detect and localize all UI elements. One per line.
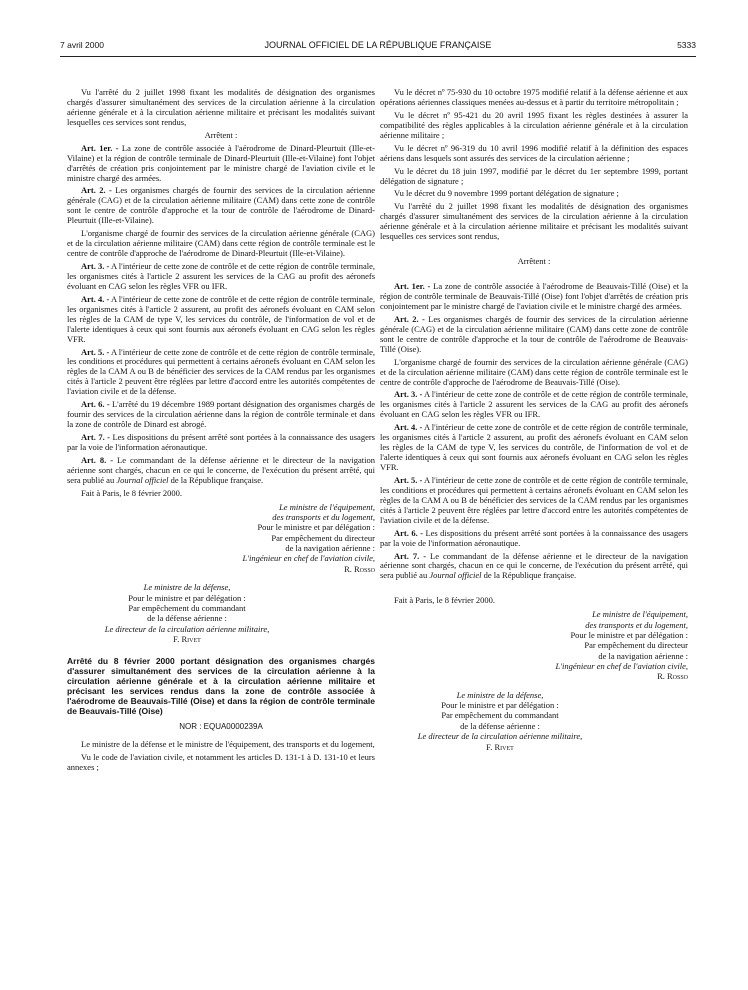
article-label: Art. 4. - xyxy=(394,422,423,433)
vu-paragraph: Vu le décret nº 95-421 du 20 avril 1995 fixant les règles destinées à assurer la compatibilité des règles applicables à la circulation aérienne générale et à la circulation aérienne militaire ; xyxy=(380,109,688,140)
article-label: Art. 3. - xyxy=(394,389,423,400)
done-at-paris: Fait à Paris, le 8 février 2000. xyxy=(394,595,496,606)
article-text: La zone de contrôle associée à l'aérodrome de Dinard-Pleurtuit (Ille-et-Vilaine) et la région de contrôle terminale de Dinard-Pleurtuit (Ille-et-Vilaine) font l'objet d'arrêtés de création pris conjointement par le ministre chargé de l'aviation civile et le ministre chargé des armées. xyxy=(67,142,375,183)
article-text: Le commandant de la défense aérienne et le directeur de la navigation aérienne sont chargés, chacun en ce qui le concerne, de l'exécution du présent arrêté, qui sera publié au xyxy=(380,550,689,581)
signature-line: Le ministre de l'équipement, xyxy=(279,501,375,512)
article-7 xyxy=(380,552,688,582)
article-text: Le commandant de la défense aérienne et le directeur de la navigation aérienne sont chargés, chacun en ce qui le concerne, de l'exécution du présent arrêté, qui sera publié au xyxy=(67,454,376,485)
signature-equipement xyxy=(67,502,375,575)
article-8 xyxy=(67,456,375,486)
arretent-label: Arrêtent : xyxy=(517,256,551,267)
signature-line: de la navigation aérienne : xyxy=(598,650,688,661)
article-5 xyxy=(67,348,375,398)
vu-paragraph: Vu le décret du 18 juin 1997, modifié par le décret du 1er septembre 1999, portant délégation de signature ; xyxy=(380,165,688,186)
article-text-end: de la République française. xyxy=(170,474,264,485)
article-text: L'arrêté du 19 décembre 1989 portant désignation des organismes chargés de fournir des services de la circulation aérienne dans la région de contrôle terminale et dans la zone de contrôle de Dinard est abrogé. xyxy=(67,399,375,430)
article-label: Art. 5. - xyxy=(394,474,423,485)
article-label: Art. 7. - xyxy=(81,432,110,442)
signature-defense xyxy=(67,582,307,644)
article-2 xyxy=(380,315,688,355)
done-at-paris: Fait à Paris, le 8 février 2000. xyxy=(81,487,183,498)
article-label: Art. 6. - xyxy=(394,527,423,538)
decree-heading: Arrêté du 8 février 2000 portant désignation des organismes chargés d'assurer simultanément des services de la circulation aérienne à la circulation aérienne générale et à la circulation aérienne militaire et précisant les services rendus dans la zone de contrôle associée à l'aérodrome de Beauvais-Tillé (Oise) et dans la région de contrôle terminale de Beauvais-Tillé (Oise) xyxy=(67,656,375,717)
signature-line: L'ingénieur en chef de l'aviation civile, xyxy=(242,553,375,564)
signature-line: Le ministre de la défense, xyxy=(143,582,231,593)
signature-line: Le directeur de la circulation aérienne militaire, xyxy=(417,731,583,742)
header-rule xyxy=(60,56,696,57)
article-label: Art. 6. - xyxy=(81,399,110,410)
article-1 xyxy=(67,144,375,184)
signature-line: de la navigation aérienne : xyxy=(285,543,375,554)
journal-officiel-italic: Journal officiel xyxy=(116,474,169,485)
article-5 xyxy=(380,476,688,526)
signature-line: des transports et du logement, xyxy=(585,619,688,630)
arretent-label: Arrêtent : xyxy=(204,129,238,140)
article-text: A l'intérieur de cette zone de contrôle et de cette région de contrôle terminale, les conditions et procédures qui permettent à certains aéronefs évoluant en CAM selon les règles de la CAM A ou B de bénéficier des services de la CAM rendus par les organismes cités à l'article 2 peuvent être réglées par lettre d'accord entre les autorités compétentes de l'aviation civile et de la défense. xyxy=(67,346,376,397)
vu-paragraph: Vu le décret du 9 novembre 1999 portant délégation de signature ; xyxy=(394,188,619,199)
article-3 xyxy=(67,262,375,292)
signature-defense xyxy=(380,690,620,752)
article-text: A l'intérieur de cette zone de contrôle et de cette région de contrôle terminale, les organismes cités à l'article 2 assurent, au profit des aéronefs évoluant en CAM selon les règles de la CAM de type V, les services du contrôle, de l'information de vol et de l'alerte identiques à ceux qui sont fournis aux aéronefs évoluant en CAG selon les règles VFR. xyxy=(380,422,689,472)
article-3 xyxy=(380,390,688,420)
article-text-end: de la République française. xyxy=(483,570,577,581)
article-6 xyxy=(67,400,375,430)
signature-equipement xyxy=(380,609,688,682)
article-6 xyxy=(380,529,688,549)
signature-line: Le ministre de la défense, xyxy=(456,689,544,700)
article-4 xyxy=(380,423,688,473)
signature-line: Le ministre de l'équipement, xyxy=(592,609,688,620)
journal-officiel-italic: Journal officiel xyxy=(429,570,482,581)
article-label: Art. 5. - xyxy=(81,346,110,357)
article-1 xyxy=(380,282,688,312)
article-label: Art. 1er. - xyxy=(81,142,119,153)
right-column xyxy=(380,88,688,752)
article-2-continued: L'organisme chargé de fournir des services de la circulation aérienne générale (CAG) et de la circulation aérienne militaire (CAM) dans cette région de contrôle terminale est le centre de contrôle d'approche de l'aérodrome de Dinard-Pleurtuit (Ille-et-Vilaine). xyxy=(67,228,375,259)
article-text: A l'intérieur de cette zone de contrôle et de cette région de contrôle terminale, les organismes cités à l'article 2 assurent les services de la CAG au profit des aéronefs évoluant en CAG selon les règles VFR ou IFR. xyxy=(380,389,689,420)
vu-paragraph: Vu l'arrêté du 2 juillet 1998 fixant les modalités de désignation des organismes chargés d'assurer simultanément des services de la circulation aérienne à la circulation aérienne générale et à la circulation aérienne militaire et précisant les modalités suivant lesquelles ces services sont rendus, xyxy=(380,201,688,242)
signature-line: Pour le ministre et par délégation : xyxy=(128,592,246,603)
article-label: Art. 8. - xyxy=(81,454,114,465)
article-text: Les dispositions du présent arrêté sont portées à la connaissance des usagers par la voie de l'information aéronautique. xyxy=(67,432,375,452)
page-number: 5333 xyxy=(677,40,696,50)
signature-line: de la défense aérienne : xyxy=(460,720,540,731)
article-4 xyxy=(67,295,375,345)
signature-line: Par empêchement du commandant xyxy=(441,710,559,721)
signature-line: Pour le ministre et par délégation : xyxy=(441,700,559,711)
signature-line: Pour le ministre et par délégation : xyxy=(570,629,688,640)
issue-date: 7 avril 2000 xyxy=(60,40,104,50)
signatory-name: F. Rivet xyxy=(173,633,201,644)
signatory-name: R. Rosso xyxy=(344,563,375,574)
signature-line: Pour le ministre et par délégation : xyxy=(257,522,375,533)
signatory-name: R. Rosso xyxy=(657,671,688,682)
signatory-name: F. Rivet xyxy=(486,741,514,752)
vu-paragraph: Vu le décret nº 96-319 du 10 avril 1996 modifié relatif à la définition des espaces aériens dans lesquels sont assurés des services de la circulation aérienne ; xyxy=(380,142,688,163)
article-label: Art. 2. - xyxy=(394,313,425,324)
preamble-paragraph: Le ministre de la défense et le ministre de l'équipement, des transports et du logement, xyxy=(81,738,375,749)
article-2 xyxy=(67,186,375,226)
article-text: Les organismes chargés de fournir des services de la circulation aérienne générale (CAG) et de la circulation aérienne militaire (CAM) dans cette zone de contrôle sont le centre de contrôle d'approche et la tour de contrôle de l'aérodrome de Beauvais-Tillé (Oise). xyxy=(380,313,688,354)
signature-line: de la défense aérienne : xyxy=(147,613,227,624)
article-label: Art. 4. - xyxy=(81,293,110,304)
vu-paragraph: Vu le décret nº 75-930 du 10 octobre 1975 modifié relatif à la défense aérienne et aux opérations aériennes classiques menées au-dessus et à partir du territoire métropolitain ; xyxy=(380,87,688,107)
nor-reference: NOR : EQUA0000239A xyxy=(179,722,263,732)
signature-line: Par empêchement du directeur xyxy=(584,640,688,651)
article-label: Art. 3. - xyxy=(81,261,110,271)
signature-line: L'ingénieur en chef de l'aviation civile, xyxy=(555,661,688,672)
article-2-continued: L'organisme chargé de fournir des services de la circulation aérienne générale (CAG) et de la circulation aérienne militaire (CAM) dans cette région de contrôle terminale est le centre de contrôle d'approche de l'aérodrome de Beauvais-Tillé (Oise). xyxy=(380,356,688,387)
signature-line: Le directeur de la circulation aérienne militaire, xyxy=(104,623,270,634)
article-text: Les dispositions du présent arrêté sont portées à la connaissance des usagers par la voie de l'information aéronautique. xyxy=(380,527,688,548)
signature-line: Par empêchement du directeur xyxy=(271,532,375,543)
article-label: Art. 1er. - xyxy=(394,281,431,292)
signature-line: Par empêchement du commandant xyxy=(128,602,246,613)
article-text: A l'intérieur de cette zone de contrôle et de cette région de contrôle terminale, les organismes cités à l'article 2 assurent, au profit des aéronefs évoluant en CAM selon les règles de la CAM de type V, les services du contrôle, de l'information de vol et de l'alerte identiques à ceux qui sont fournis aux aéronefs évoluant en CAG selon les règles VFR. xyxy=(67,293,376,344)
left-column xyxy=(67,88,375,776)
article-label: Art. 7. - xyxy=(394,550,427,561)
vu-paragraph: Vu l'arrêté du 2 juillet 1998 fixant les modalités de désignation des organismes chargés d'assurer simultanément des services de la circulation aérienne à la circulation aérienne générale et à la circulation aérienne militaire et précisant les modalités suivant lesquelles ces services sont rendus, xyxy=(67,87,375,127)
article-text: A l'intérieur de cette zone de contrôle et de cette région de contrôle terminale, les conditions et procédures qui permettent à certains aéronefs évoluant en CAM selon les règles de la CAM A ou B de bénéficier des services de la CAM rendus par les organismes cités à l'article 2 peuvent être réglées par lettre d'accord entre les autorités compétentes de l'aviation civile et de la défense. xyxy=(380,474,689,525)
signature-line: des transports et du logement, xyxy=(272,511,375,522)
article-label: Art. 2. - xyxy=(81,185,112,196)
article-text: A l'intérieur de cette zone de contrôle et de cette région de contrôle terminale, les organismes cités à l'article 2 assurent les services de la CAG au profit des aéronefs évoluant en CAG selon les règles VFR ou IFR. xyxy=(67,261,376,291)
article-text: La zone de contrôle associée à l'aérodrome de Beauvais-Tillé (Oise) et la région de contrôle terminale de Beauvais-Tillé (Oise) font l'objet d'arrêtés de création pris conjointement par le ministre chargé de l'aviation civile et le ministre chargé des armées. xyxy=(380,281,689,311)
journal-title: JOURNAL OFFICIEL DE LA RÉPUBLIQUE FRANÇAISE xyxy=(264,40,492,50)
article-7 xyxy=(67,433,375,453)
page-header xyxy=(60,40,696,52)
article-text: Les organismes chargés de fournir des services de la circulation aérienne générale (CAG) et de la circulation aérienne militaire (CAM) dans cette zone de contrôle sont le centre de contrôle d'approche et la tour de contrôle de l'aérodrome de Dinard-Pleurtuit (Ille-et-Vilaine). xyxy=(67,185,375,226)
vu-paragraph: Vu le code de l'aviation civile, et notamment les articles D. 131-1 à D. 131-10 et leurs annexes ; xyxy=(67,751,375,772)
